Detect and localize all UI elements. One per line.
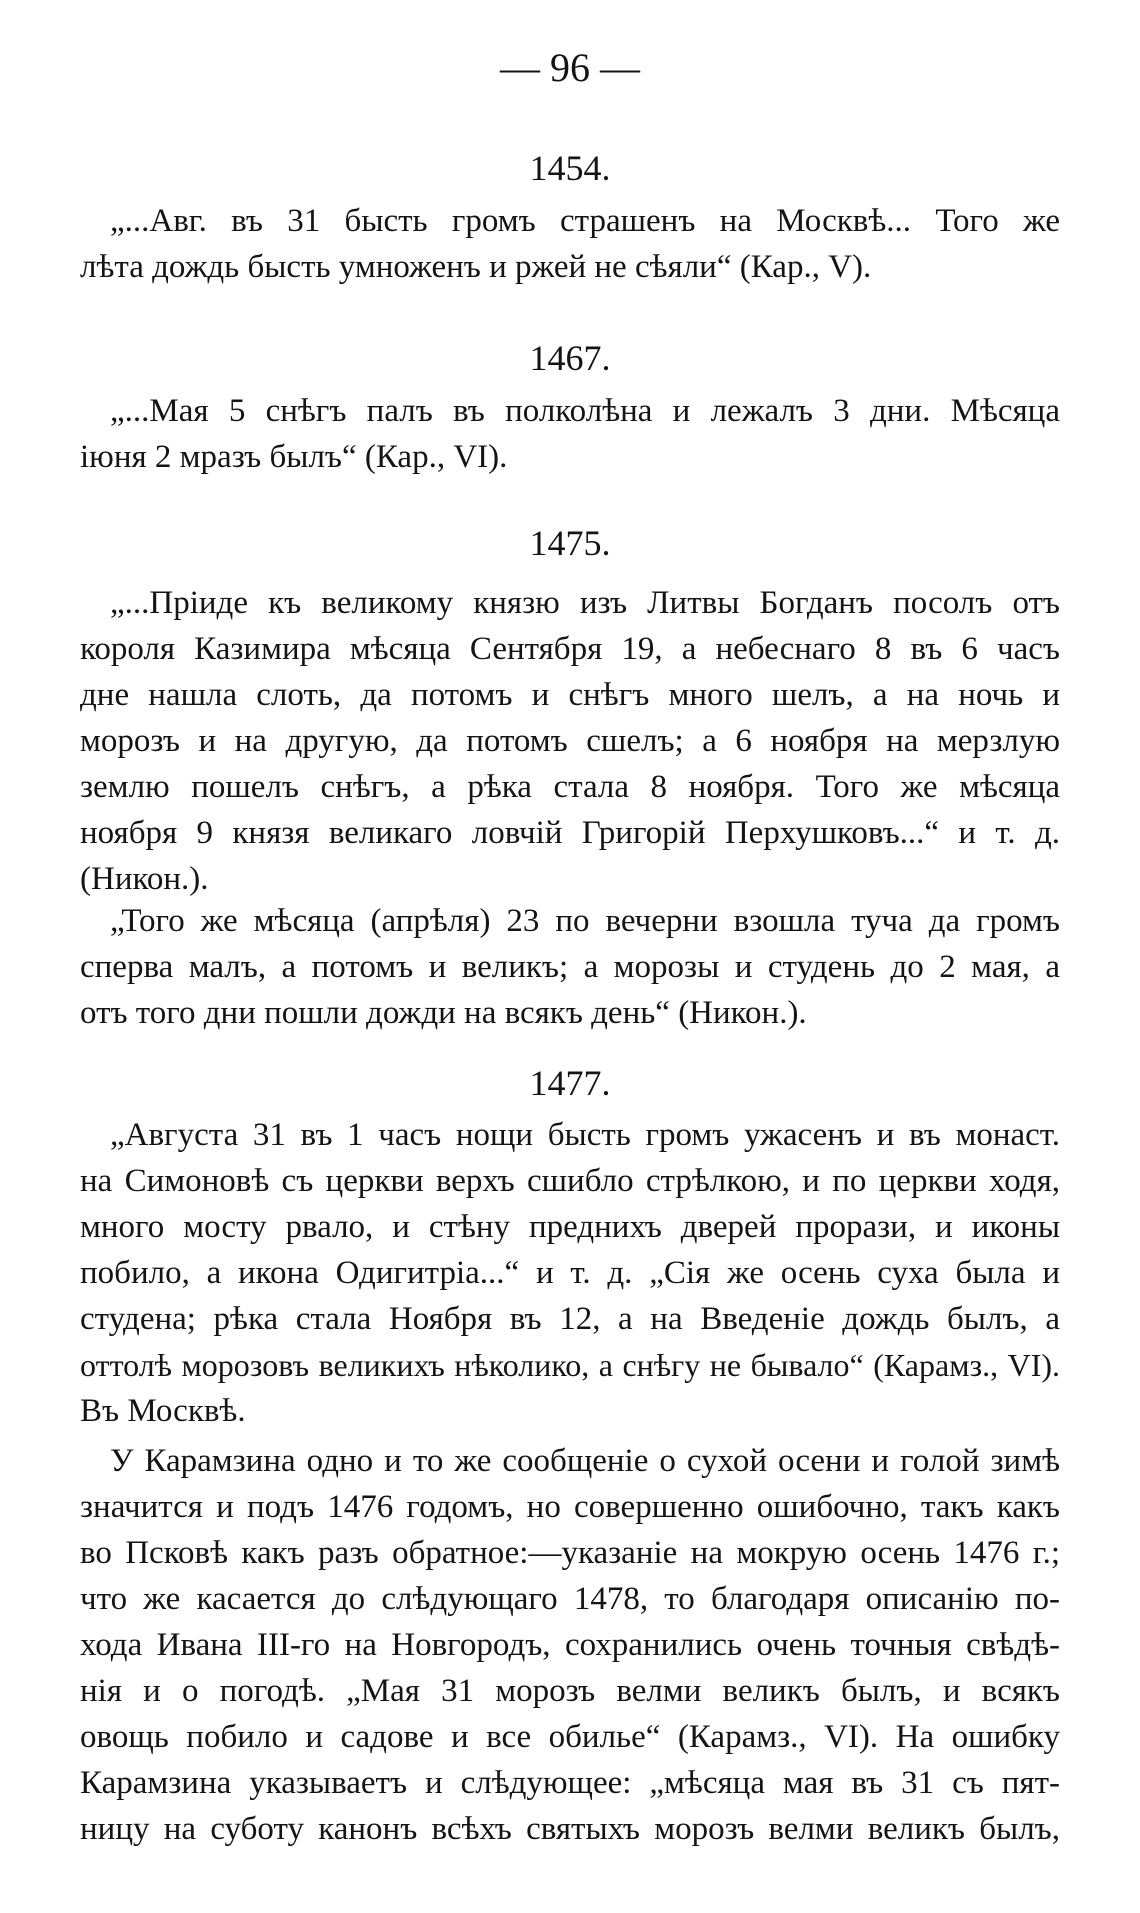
text-line: „Того же мѣсяца (апрѣля) 23 по вечерни взошла туча да громъ (110, 903, 1060, 939)
text-line: ноября 9 князя великаго ловчій Григорій Перхушковъ...“ и т. д. (80, 815, 1060, 851)
text-line: „...Пріиде къ великому князю изъ Литвы Богданъ посолъ отъ (110, 585, 1060, 621)
text-line: хода Ивана III-го на Новгородъ, сохранились очень точныя свѣдѣ- (80, 1627, 1060, 1663)
year-heading-1475: 1475. (529, 523, 611, 563)
paragraph (80, 1112, 1060, 1434)
text-line: значится и подъ 1476 годомъ, но совершенно ошибочно, такъ какъ (80, 1489, 1060, 1525)
text-line: (Никон.). (80, 861, 209, 897)
text-line: что же касается до слѣдующаго 1478, то благодаря описанію по- (80, 1581, 1060, 1617)
text-line: „...Авг. въ 31 бысть громъ страшенъ на Москвѣ... Того же (110, 203, 1060, 239)
text-line: землю пошелъ снѣгъ, а рѣка стала 8 ноября. Того же мѣсяца (80, 769, 1060, 805)
text-line: побило, а икона Одигитріа...“ и т. д. „Сія же осень суха была и (80, 1255, 1060, 1291)
text-line: во Псковѣ какъ разъ обратное:—указаніе на мокрую осень 1476 г.; (80, 1535, 1060, 1571)
text-line: овощь побило и садове и все обилье“ (Карамз., VI). На ошибку (80, 1719, 1060, 1755)
paragraph (80, 580, 1060, 902)
text-line: лѣта дождь бысть умноженъ и ржей не сѣяли“ (Кар., V). (80, 249, 872, 285)
paragraph (80, 388, 1060, 480)
paragraph (80, 198, 1060, 290)
page-number: — 96 — (500, 45, 640, 90)
text-line: студена; рѣка стала Ноября въ 12, а на Введеніе дождь былъ, а (80, 1301, 1060, 1337)
text-line: дне нашла слоть, да потомъ и снѣгъ много шелъ, а на ночь и (80, 677, 1060, 713)
year-heading-1454: 1454. (529, 148, 611, 188)
text-line: Въ Москвѣ. (80, 1393, 246, 1429)
text-line: сперва малъ, а потомъ и великъ; а морозы и студень до 2 мая, а (80, 949, 1060, 985)
text-line: іюня 2 мразъ былъ“ (Кар., VI). (80, 439, 508, 475)
text-line: „...Мая 5 снѣгъ палъ въ полколѣна и лежалъ 3 дни. Мѣсяца (110, 393, 1060, 429)
text-line: оттолѣ морозовъ великихъ нѣколико, а снѣгу не бывало“ (Карамз., VI). (80, 1347, 1060, 1383)
text-line: „Августа 31 въ 1 часъ нощи бысть громъ ужасенъ и въ монаст. (110, 1117, 1060, 1153)
text-line: У Карамзина одно и то же сообщеніе о сухой осени и голой зимѣ (110, 1443, 1060, 1479)
text-line: отъ того дни пошли дожди на всякъ день“ (Никон.). (80, 995, 807, 1031)
year-heading-1477: 1477. (529, 1063, 611, 1103)
text-line: морозъ и на другую, да потомъ сшелъ; а 6 ноября на мерзлую (80, 723, 1060, 759)
text-line: короля Казимира мѣсяца Сентября 19, а небеснаго 8 въ 6 часъ (80, 631, 1060, 667)
text-line: нія и о погодѣ. „Мая 31 морозъ велми великъ былъ, и всякъ (80, 1673, 1060, 1709)
paragraph (80, 898, 1060, 1036)
year-heading-1467: 1467. (529, 338, 611, 378)
paragraph (80, 1438, 1060, 1852)
text-line: ницу на суботу канонъ всѣхъ святыхъ морозъ велми великъ былъ, (80, 1811, 1060, 1847)
text-line: на Симоновѣ съ церкви верхъ сшибло стрѣлкою, и по церкви ходя, (80, 1163, 1060, 1199)
text-line: Карамзина указываетъ и слѣдующее: „мѣсяца мая въ 31 съ пят- (80, 1765, 1060, 1801)
text-line: много мосту рвало, и стѣну преднихъ дверей прорази, и иконы (80, 1209, 1060, 1245)
